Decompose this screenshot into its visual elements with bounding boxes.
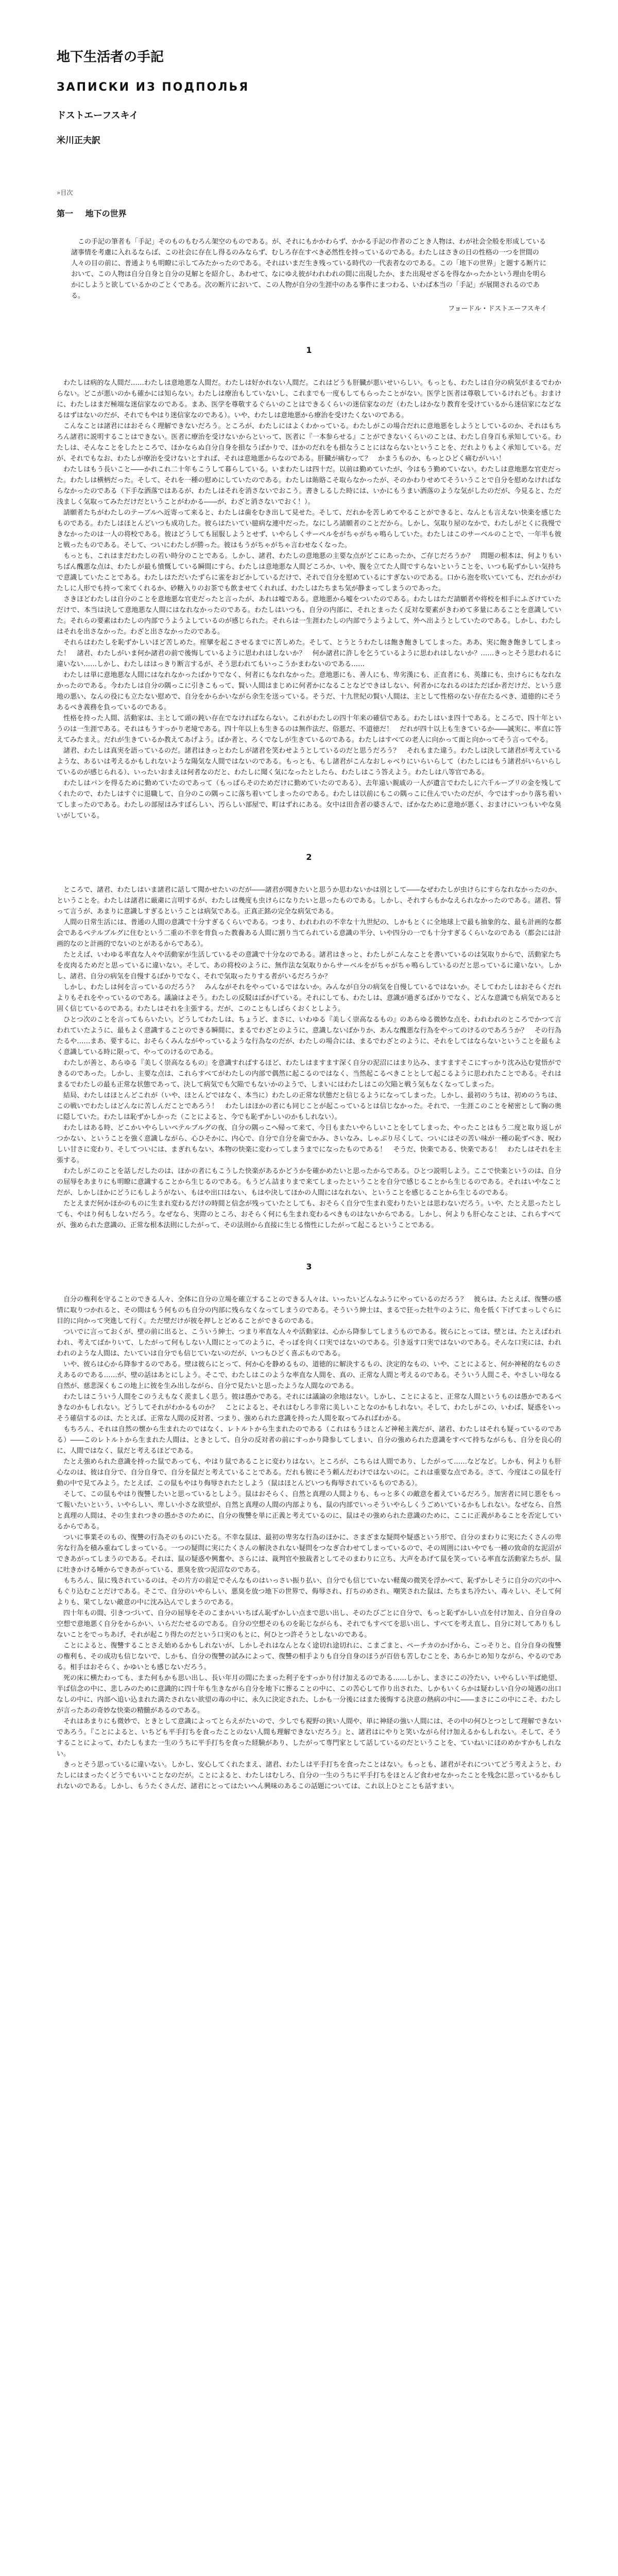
paragraph: もちろん、鼠に残されているのは、その片方の前足でそんなものはいっさい振り払い、自分でも信じていない軽蔑の微笑を浮かべて、恥ずかしそうに自分の穴の中へもぐり込むことだけである。そこで、自分のいやらしい、悪臭を放つ地下の世界で、侮辱され、打ちのめされ、嘲笑された鼠は、たちまち冷たい、毒々しい、そして何よりも、果てしない敵意の中に沈み込んでしまうのである。 bbox=[57, 1577, 561, 1606]
paragraph: わたしは病的な人間だ……わたしは意地悪な人間だ。わたしは好かれない人間だ。これはどうも肝臓が悪いせいらしい。もっとも、わたしは自分の病気がまるでわからない。どこが悪いのかも確かには知らない。わたしは療治もしていないし、これまでも一度もしてもらったことがない。医学と医者は尊敬しているけれども。おまけに、わたしはまだ極端な迷信家なのである。まあ、医学を尊敬するぐらいのことはできるくらいの迷信家なのだ（わたしはかなり教育を受けているから迷信家になどなるはずはないのだが、それでもやはり迷信家なのである）。いや、わたしは意地悪から療治を受けたくないのである。 bbox=[57, 379, 561, 419]
translator-name: 米川正夫訳 bbox=[57, 135, 100, 146]
chapter-2 bbox=[57, 852, 561, 1231]
paragraph: 自分の権利を守ることのできる人々、全体に自分の立場を確立することのできる人々は、いったいどんなふうにやっているのだろう？ 彼らは、たとえば、復讐の感情に取りつかれると、その間はもう何ものも自分の内部に残らなくなってしまうのである。そういう紳士は、まるで狂った牡牛のように、角を低く下げてまっしぐらに目的に向かって突進して行く。ただ壁だけが彼を押しとどめることができるのである。 bbox=[57, 1296, 561, 1325]
chapter-body bbox=[57, 1294, 561, 1792]
paragraph: わたしは単に意地悪な人間にはなれなかったばかりでなく、何者にもなれなかった。意地悪にも、善人にも、卑劣漢にも、正直者にも、英雄にも、虫けらにもなれなかったのである。今わたしは自分の隅っこに引きこもって、賢い人間はまじめに何者かになることなどできはしない、何者かになれるのはただばか者だけだ、という意地の悪い、なんの役にも立たない慰めで、自分をからかいながら余生を送っている。そうだ、十九世紀の賢い人間は、主として性格のない存在たるべき、道徳的にそうあるべき義務を負っているのである。 bbox=[57, 671, 561, 711]
paragraph: わたしはパンを得るために勤めていたのであって（もっぱらそのためだけに勤めていたのである）、去年遠い親戚の一人が遺言でわたしに六千ルーブリの金を残してくれたので、わたしはすぐに退職して、自分のこの隅っこに落ち着いてしまったのである。わたしは以前にもこの隅っこに住んでいたのだが、今ではすっかり落ち着いてしまったのである。わたしの部屋はみすぼらしい、汚らしい部屋で、町はずれにある。女中は田舎者の婆さんで、ばかなために意地が悪く、おまけにいつもいやな臭いがしている。 bbox=[57, 779, 561, 820]
chapter-body bbox=[57, 885, 561, 1231]
paragraph: もちろん、それは自然の懐から生まれたのではなく、レトルトから生まれたのである（これはもうほとんど神秘主義だが、諸君、わたしはそれも疑っているのである）――このレトルトから生まれた人間は、ときとして、自分の反対者の前にすっかり降参してしまい、自分の強められた意識をすべて持ちながらも、自分を良心的に、人間ではなく、鼠だと考えるほどである。 bbox=[57, 1426, 561, 1455]
paragraph: しかし、わたしは何を言っているのだろう？ みんながそれをやっているではないか。みんなが自分の病気を自慢しているではないか。そしてわたしはおそらくだれよりもそれをやっているのである。議論はよそう。わたしの反駁はばかげている。それにしても、わたしは、意識が過ぎるばかりでなく、どんな意識でも病気であると固く信じているのである。わたしはそれを主張する。だが、このこともしばらくおくとしよう。 bbox=[57, 984, 561, 1013]
chapter-number: 1 bbox=[306, 345, 312, 355]
paragraph: こんなことは諸君にはおそらく理解できないだろう。ところが、わたしにはよくわかっている。わたしがこの場合だれに意地悪をしようとしているのか、それはもちろん諸君に説明することはできない。医者に療治を受けないからといって、医者に『一本参らせる』ことができないくらいのことは、わたし自身百も承知している。わたしは、そんなことをしたところで、ほかならぬ自分自身を損なうばかりで、ほかのだれをも損なうことにはならないということを、だれよりもよく承知している。だが、それでもなお、わたしが療治を受けないとすれば、それは意地悪からなのである。肝臓が痛むって？ かまうものか、もっとひどく痛むがいい！ bbox=[57, 422, 561, 463]
table-of-contents-link[interactable]: »目次 bbox=[57, 189, 73, 196]
part-title: 地下の世界 bbox=[85, 209, 127, 218]
paragraph: 結局、わたしはほとんどこれが（いや、ほとんどではなく、本当に）わたしの正常な状態だと信じるようになってしまった。しかし、最初のうちは、初めのうちは、この戦いでわたしはどんなに苦しんだことであろう！ わたしはほかの者にも同じことが起こっているとは信じなかった。それで、一生涯このことを秘密として胸の奥に隠していた。わたしは恥ずかしかった（ことによると、今でも恥ずかしいのかもしれない）。 bbox=[57, 1092, 561, 1121]
paragraph: ところで、諸君、わたしはいま諸君に話して聞かせたいのだが――諸君が聞きたいと思うか思わないかは別として――なぜわたしが虫けらにすらなれなかったのか、ということを。わたしは諸君に厳粛に言明するが、わたしは幾度も虫けらになりたいと思ったものである。しかし、それすらもかなえられなかったのである。諸君、誓って言うが、あまりに意識しすぎるということは病気である。正真正銘の完全な病気である。 bbox=[57, 886, 561, 916]
part-label: 第一 bbox=[57, 209, 74, 218]
paragraph: それらはわたしを恥ずかしいほど苦しめた。痙攣を起こさせるまでに苦しめた。そして、とうとうわたしは飽き飽きしてしまった。ああ、実に飽き飽きしてしまった！ 諸君、わたしがいま何か諸君の前で後悔しているように思われはしないか？ 何か諸君に許しを乞うているように思われはしないか？……きっとそう思われるに違いない……しかし、わたしははっきり断言するが、そう思われてもいっこうかまわないのである…… bbox=[57, 639, 561, 668]
preface bbox=[71, 236, 547, 314]
part-heading bbox=[57, 207, 561, 219]
paragraph: わたしが善と、あらゆる『美しく崇高なるもの』を意識すればするほど、わたしはますます深く自分の泥沼にはまり込み、ますますそこにすっかり沈み込む覚悟ができるのであった。しかし、主要な点は、これらすべてがわたしの内部で偶然に起こるのではなく、当然起こるべきこととして起こるように思われたことである。それはまるでわたしの最も正常な状態であって、決して病気でも欠陥でもないかのようで、しまいにはわたしはこの欠陥と戦う気もなくなってしまった。 bbox=[57, 1059, 561, 1089]
preface-signature: フョードル・ドストエーフスキイ bbox=[448, 305, 547, 313]
chapter-1 bbox=[57, 345, 561, 821]
chapter-number: 3 bbox=[306, 1262, 312, 1272]
paragraph: 諸君、わたしは真実を語っているのだ。諸君はきっとわたしが諸君を笑わせようとしているのだと思うだろう？ それもまた違う。わたしは決して諸君が考えているような、あるいは考えるかもしれないような陽気な人間ではないのである。もっとも、もし諸君がこんなおしゃべりにいらいらして（わたしにはもう諸君がいらいらしているのが感じられる）、いったいおまえは何者なのだと、わたしに聞く気になったとしたら、わたしはこう答えよう。わたしは八等官である。 bbox=[57, 747, 561, 776]
paragraph: ことによると、復讐することさえ始めるかもしれないが、しかしそれはなんとなく途切れ途切れに、こまごまと、ペーチカのかげから、こっそりと、自分自身の復讐の権利も、その成功も信じないで、しかも、自分の復讐の試みによって、復讐の相手よりも自分自身のほうが百倍も苦しむことを、あらかじめ知りながら、やるのである。相手はおそらく、かゆいとも感じないだろう。 bbox=[57, 1642, 561, 1671]
paragraph: ついに事業そのもの、復讐の行為そのものにいたる。不幸な鼠は、最初の卑劣な行為のほかに、さまざまな疑問や疑惑という形で、自分のまわりに実にたくさんの卑劣な行為を積み重ねてしまっている。一つの疑問に実にたくさんの解決されない疑問をつなぎ合わせてしまっているので、その周囲にはいやでも一種の致命的な泥沼ができあがってしまうのである。それは、鼠の疑惑や興奮や、さらには、裁判官や独裁者としてそのまわりに立ち、大声をあげて鼠を笑っている率直な活動家たちが、鼠に吐きかける唾からできあがっている、悪臭を放つ泥沼なのである。 bbox=[57, 1534, 561, 1574]
paragraph: わたしはこういう人間をこのうえもなく羨ましく思う。彼は愚かである。それには議論の余地はない。しかし、ことによると、正常な人間というものは愚かであるべきなのかもしれない。どうしてそれがわかるものか？ ことによると、それはむしろ非常に美しいことなのかもしれない。そして、わたしがこの、いわば、疑惑をいっそう確信するのは、たとえば、正常な人間の反対者、つまり、強められた意識を持った人間を取ってみればわかる。 bbox=[57, 1393, 561, 1422]
paragraph: それはあまりにも微妙で、ときとして意識によってとらえがたいので、少しでも視野の狭い人間や、単に神経の強い人間には、その中の何ひとつとして理解できないであろう。『ことによると、いちども平手打ちを食ったことのない人間も理解できないだろう』と、諸君はにやりと笑いながら付け加えるかもしれない。そして、そうすることによって、わたしもまた一生のうちに平手打ちを食った経験があり、したがって専門家として話しているのだということを、ていねいにほのめかすかもしれない。 bbox=[57, 1718, 561, 1758]
chapter-body bbox=[57, 378, 561, 821]
paragraph: わたしはある時、どこかいやらしいペテルブルグの夜、自分の隅っこへ帰って来て、今日もまたいやらしいことをしてしまった、やったことはもう二度と取り返しがつかない、ということを強く意識しながら、心ひそかに、内心で、自分で自分を歯でかみ、さいなみ、しゃぶり尽くして、ついにはその苦い味が一種の恥ずべき、呪わしい甘さに変わり、そしてついには、まぎれもない、本物の快楽に変わってしまうまでになったものである！ そうだ、快楽である、快楽である！ わたしはそれを主張する。 bbox=[57, 1124, 561, 1164]
chapter-3 bbox=[57, 1262, 561, 1792]
paragraph: たとえば、いわゆる率直な人々や活動家が生活しているその意識で十分なのである。諸君はきっと、わたしがこんなことを書いているのは気取りからで、活動家たちを皮肉るためだと思っているに違いない。そして、あの将校のように、無作法な気取りからサーベルをがちゃがちゃ鳴らしているのだと思っているに違いない。しかし、諸君、自分の病気を自慢するばかりでなく、それで気取ったりする者がいるだろうか？ bbox=[57, 951, 561, 980]
paragraph: 人間の日常生活には、普通の人間の意識で十分すぎるくらいである。つまり、われわれの不幸な十九世紀の、しかもとくに全地球上で最も抽象的な、最も計画的な都会であるペテルブルグに住むという二重の不幸を背負った教養ある人間に割り当てられている意識の半分、いや四分の一でも十分すぎるくらいなのである（都会には計画的なのと計画的でないのとがあるからである）。 bbox=[57, 919, 561, 948]
paragraph: たとえ強められた意識を持った鼠であっても、やはり鼠であることに変わりはない。ところが、こちらは人間であり、したがって……などなど。しかも、何よりも肝心なのは、彼は自分で、自分自身で、自分を鼠だと考えていることである。だれも彼にそう頼んだわけではないのに。これは重要な点である。さて、今度はこの鼠を行動の中で見てみよう。たとえば、この鼠もやはり侮辱されたとしよう（鼠はほとんどいつも侮辱されているものである）。 bbox=[57, 1458, 561, 1487]
paragraph: 性格を持った人間、活動家は、主として頭の鈍い存在でなければならない。これがわたしの四十年来の確信である。わたしはいま四十である。ところで、四十年というのは一生涯である。それはもうすっかり老境である。四十年以上も生きるのは無作法だ、俗悪だ、不道徳だ！ だれが四十以上も生きているか――誠実に、率直に答えてみたまえ。だれが生きているか教えてあげよう。ばか者と、ろくでなしが生きているのである。わたしはすべての老人に向かって面と向かってそう言ってやる。 bbox=[57, 715, 561, 744]
original-title: ЗАПИСКИ ИЗ ПОДПОЛЬЯ bbox=[57, 81, 250, 94]
author-name: ドストエーフスキイ bbox=[57, 110, 139, 121]
paragraph: たとえまだ何かほかのものに生まれ変わるだけの時間と信念が残っていたとしても、おそらく自分で生まれ変わりたいとは思わないだろう。いや、たとえ思ったとしても、やはり何もしないだろう。なぜなら、実際のところ、おそらく何にも生まれ変わるべきものはないからである。しかし、何よりも肝心なことは、これらすべてが、強められた意識の、正常な根本法則にしたがって、その法則から直接に生じる惰性にしたがって起こるということである。 bbox=[57, 1200, 561, 1229]
paragraph: いや、彼らは心から降参するのである。壁は彼らにとって、何か心を静めるもの、道徳的に解決するもの、決定的なもの、いや、ことによると、何か神秘的なものさえあるのである……が、壁の話はあとにしよう。そこで、わたしはこのような率直な人間を、真の、正常な人間と考えるのである。そういう人間こそ、やさしい母なる自然が、慈悲深くもこの地上に彼を生み出しながら、自分で見たいと思ったような人間なのである。 bbox=[57, 1361, 561, 1390]
paragraph: さきほどわたしは自分のことを意地悪な官吏だったと言ったが、あれは嘘である。意地悪から嘘をついたのである。わたしはただ請願者や将校を相手にふざけていただけで、本当は決して意地悪な人間にはなれなかったのである。わたしはいつも、自分の内部に、それとまったく反対な要素がきわめて多量にあることを意識していた。それらの要素はわたしの内部でうようよしているのが感じられた。それらは一生涯わたしの内部でうようよして、外へ出ようとしていたのである。しかし、わたしはそれを出さなかった。わざと出さなかったのである。 bbox=[57, 596, 561, 636]
paragraph: 四十年もの間、引きつづいて、自分の屈辱をそのこまかいいちばん恥ずかしい点まで思い出し、そのたびごとに自分で、もっと恥ずかしい点を付け加え、自分自身の空想で意地悪く自分をからかい、いらだたせるのである。自分の空想そのものを恥じながらも、それでもすべてを思い出し、すべてを考え直し、自分に対してありもしないことをでっちあげ、それが起こり得たのだという口実のもとに、何ひとつ許そうとしないのである。 bbox=[57, 1609, 561, 1639]
paragraph: ひとつ次のことを言ってもらいたい。どうしてわたしは、ちょうど、まさに、いわゆる『美しく崇高なるもの』のあらゆる微妙な点を、われわれのところでかつて言われていたように、最もよく意識することのできる瞬間に、まるでわざとのように、意識しないばかりか、あんな醜悪な行為をやってのけるのであろうか？ その行為たるや……まあ、要するに、おそらくみんながやっているような行為なのだが、わたしの場合には、まるでわざとのように、それをしてはならないということを最もよく意識している時に限って、やってのけるのである。 bbox=[57, 1016, 561, 1056]
paragraph: きっとそう思っているに違いない。しかし、安心してくれたまえ、諸君、わたしは平手打ちを食ったことはない。もっとも、諸君がそれについてどう考えようと、わたしにはまったくどうでもいいことなのだが。ことによると、わたしはむしろ、自分の一生のうちに平手打ちをほとんど食わせなかったことを残念に思っているかもしれないのである。しかし、もうたくさんだ、諸君にとってはたいへん興味のあるこの話題については、これ以上ひとことも話すまい。 bbox=[57, 1761, 561, 1790]
paragraph: 請願者たちがわたしのテーブルへ近寄って来ると、わたしは歯をむき出して見せた。そして、だれかを苦しめてやることができると、なんとも言えない快楽を感じたものである。わたしはほとんどいつも成功した。彼らはたいてい臆病な連中だった。なにしろ請願者のことだから。しかし、気取り屋のなかで、わたしがとくに我慢できなかったのは一人の将校である。彼はどうしても屈服しようとせず、いやらしくサーベルをがちゃがちゃ鳴らしていた。わたしはこのサーベルのことで、一年半も彼と戦ったものである。そして、ついにわたしが勝った。彼はもうがちゃがちゃ言わせなくなった。 bbox=[57, 509, 561, 549]
paragraph: わたしはもう長いこと――かれこれ二十年もこうして暮らしている。いまわたしは四十だ。以前は勤めていたが、今はもう勤めていない。わたしは意地悪な官吏だった。わたしは横柄だった。そして、それを一種の慰めにしていたのである。わたしは賄賂こそ取らなかったが、そのかわりせめてそういうことで自分を慰めなければならなかったのである（下手な洒落ではあるが、わたしはそれを消さないでおこう。書きしるした時には、いかにもうまい洒落のような気がしたのだが、今見ると、ただ浅ましく気取ってみただけだということがわかる――が、わざと消さないでおく！）。 bbox=[57, 466, 561, 506]
paragraph: もっとも、これはまだわたしの若い時分のことである。しかし、諸君、わたしの意地悪の主要な点がどこにあったか、ご存じだろうか？ 問題の根本は、何よりもいちばん醜悪な点は、わたしが最も憤慨している瞬間にすら、わたしは意地悪な人間どころか、いや、腹を立てた人間ですらないということを、いつも恥ずかしい気持ちで意識していたことである。わたしはただいたずらに雀をおどかしているだけで、それで自分を慰めているにすぎないのである。口から泡を吹いていても、だれかがわたしに人形でも持って来てくれるか、砂糖入りのお茶でも飲ませてくれれば、わたしはたちまち気が静まってしまうのであった。 bbox=[57, 552, 561, 592]
chapter-number: 2 bbox=[306, 852, 312, 862]
book-title: 地下生活者の手記 bbox=[57, 49, 164, 65]
paragraph: ついでに言っておくが、壁の前に出ると、こういう紳士、つまり率直な人々や活動家は、心から降参してしまうものである。彼らにとっては、壁とは、たとえばわれわれ、考えてばかりいて、したがって何もしない人間にとってのように、そっぽを向く口実ではないのである。引き返す口実ではないのである。そんな口実には、われわれのような人間は、たいていは自分でも信じていないのだが、いつもひどく喜ぶものである。 bbox=[57, 1328, 561, 1358]
paragraph: そして、この鼠もやはり復讐したいと思っているとしよう。鼠はおそらく、自然と真理の人間よりも、もっと多くの敵意を蓄えているだろう。加害者に同じ悪をもって報いたいという、いやらしい、卑しい小さな欲望が、自然と真理の人間の内部よりも、鼠の内部でいっそういやらしくうごめいているかもしれない。なぜなら、自然と真理の人間は、その生まれつきの愚かさのために、自分の復讐を単に正義と考えているのに、鼠はその強められた意識のために、ここに正義があることを否定しているからである。 bbox=[57, 1490, 561, 1531]
paragraph: 死の床に横たわっても、また何もかも思い出し、長い年月の間にたまった利子をすっかり付け加えるのである……しかし、まさにこの冷たい、いやらしい半ば絶望、半ば信念の中に、悲しみのために意識的に四十年も生きながら自分を地下に葬ることの中に、この苦心して作り出された、しかもいくらかは疑わしい自分の境遇の出口なしの中に、内部へ追い込まれた満たされない欲望の毒の中に、永久に決定された、しかも一分後にはまた後悔する決意の熱病の中に――まさにこの中にこそ、わたしが言ったあの奇妙な快楽の精髄があるのである。 bbox=[57, 1674, 561, 1715]
paragraph: わたしがこのことを話しだしたのは、ほかの者にもこうした快楽があるかどうかを確かめたいと思ったからである。ひとつ説明しよう。ここで快楽というのは、自分の屈辱をあまりにも明瞭に意識することから生じるのである。もうどん詰まりまで来てしまったということを自分で感じることから生じるのである。それはいやなことだが、しかしほかにどうにもしようがない、もはや出口はない、もはや決してほかの人間にはなれない、ということを感じることから生じるのである。 bbox=[57, 1167, 561, 1197]
preface-paragraph: この手記の筆者も「手記」そのものもむろん架空のものである。が、それにもかかわらず、かかる手記の作者のごとき人物は、わが社会全般を形成している諸事情を考慮に入れるならば、この社会に存在し得るのみならず、むしろ存在すべき必然性を持っているのである。わたしはさきの日の性格の一つを世間の人々の目の前に、普通よりも明瞭に示してみたかったのである。それはいまだ生き残っている時代の一代表者なのである。この「地下の世界」と題する断片において、この人物は自分自身と自分の見解とを紹介し、あわせて、なにゆえ彼がわれわれの間に出現したか、また出現せざるを得なかったかという理由を明らかにしようと欲しているかのごとくである。次の断片において、この人物が自分の生涯中のある事件にまつわる、いわば本当の「手記」が展開されるのである。 bbox=[71, 238, 547, 300]
